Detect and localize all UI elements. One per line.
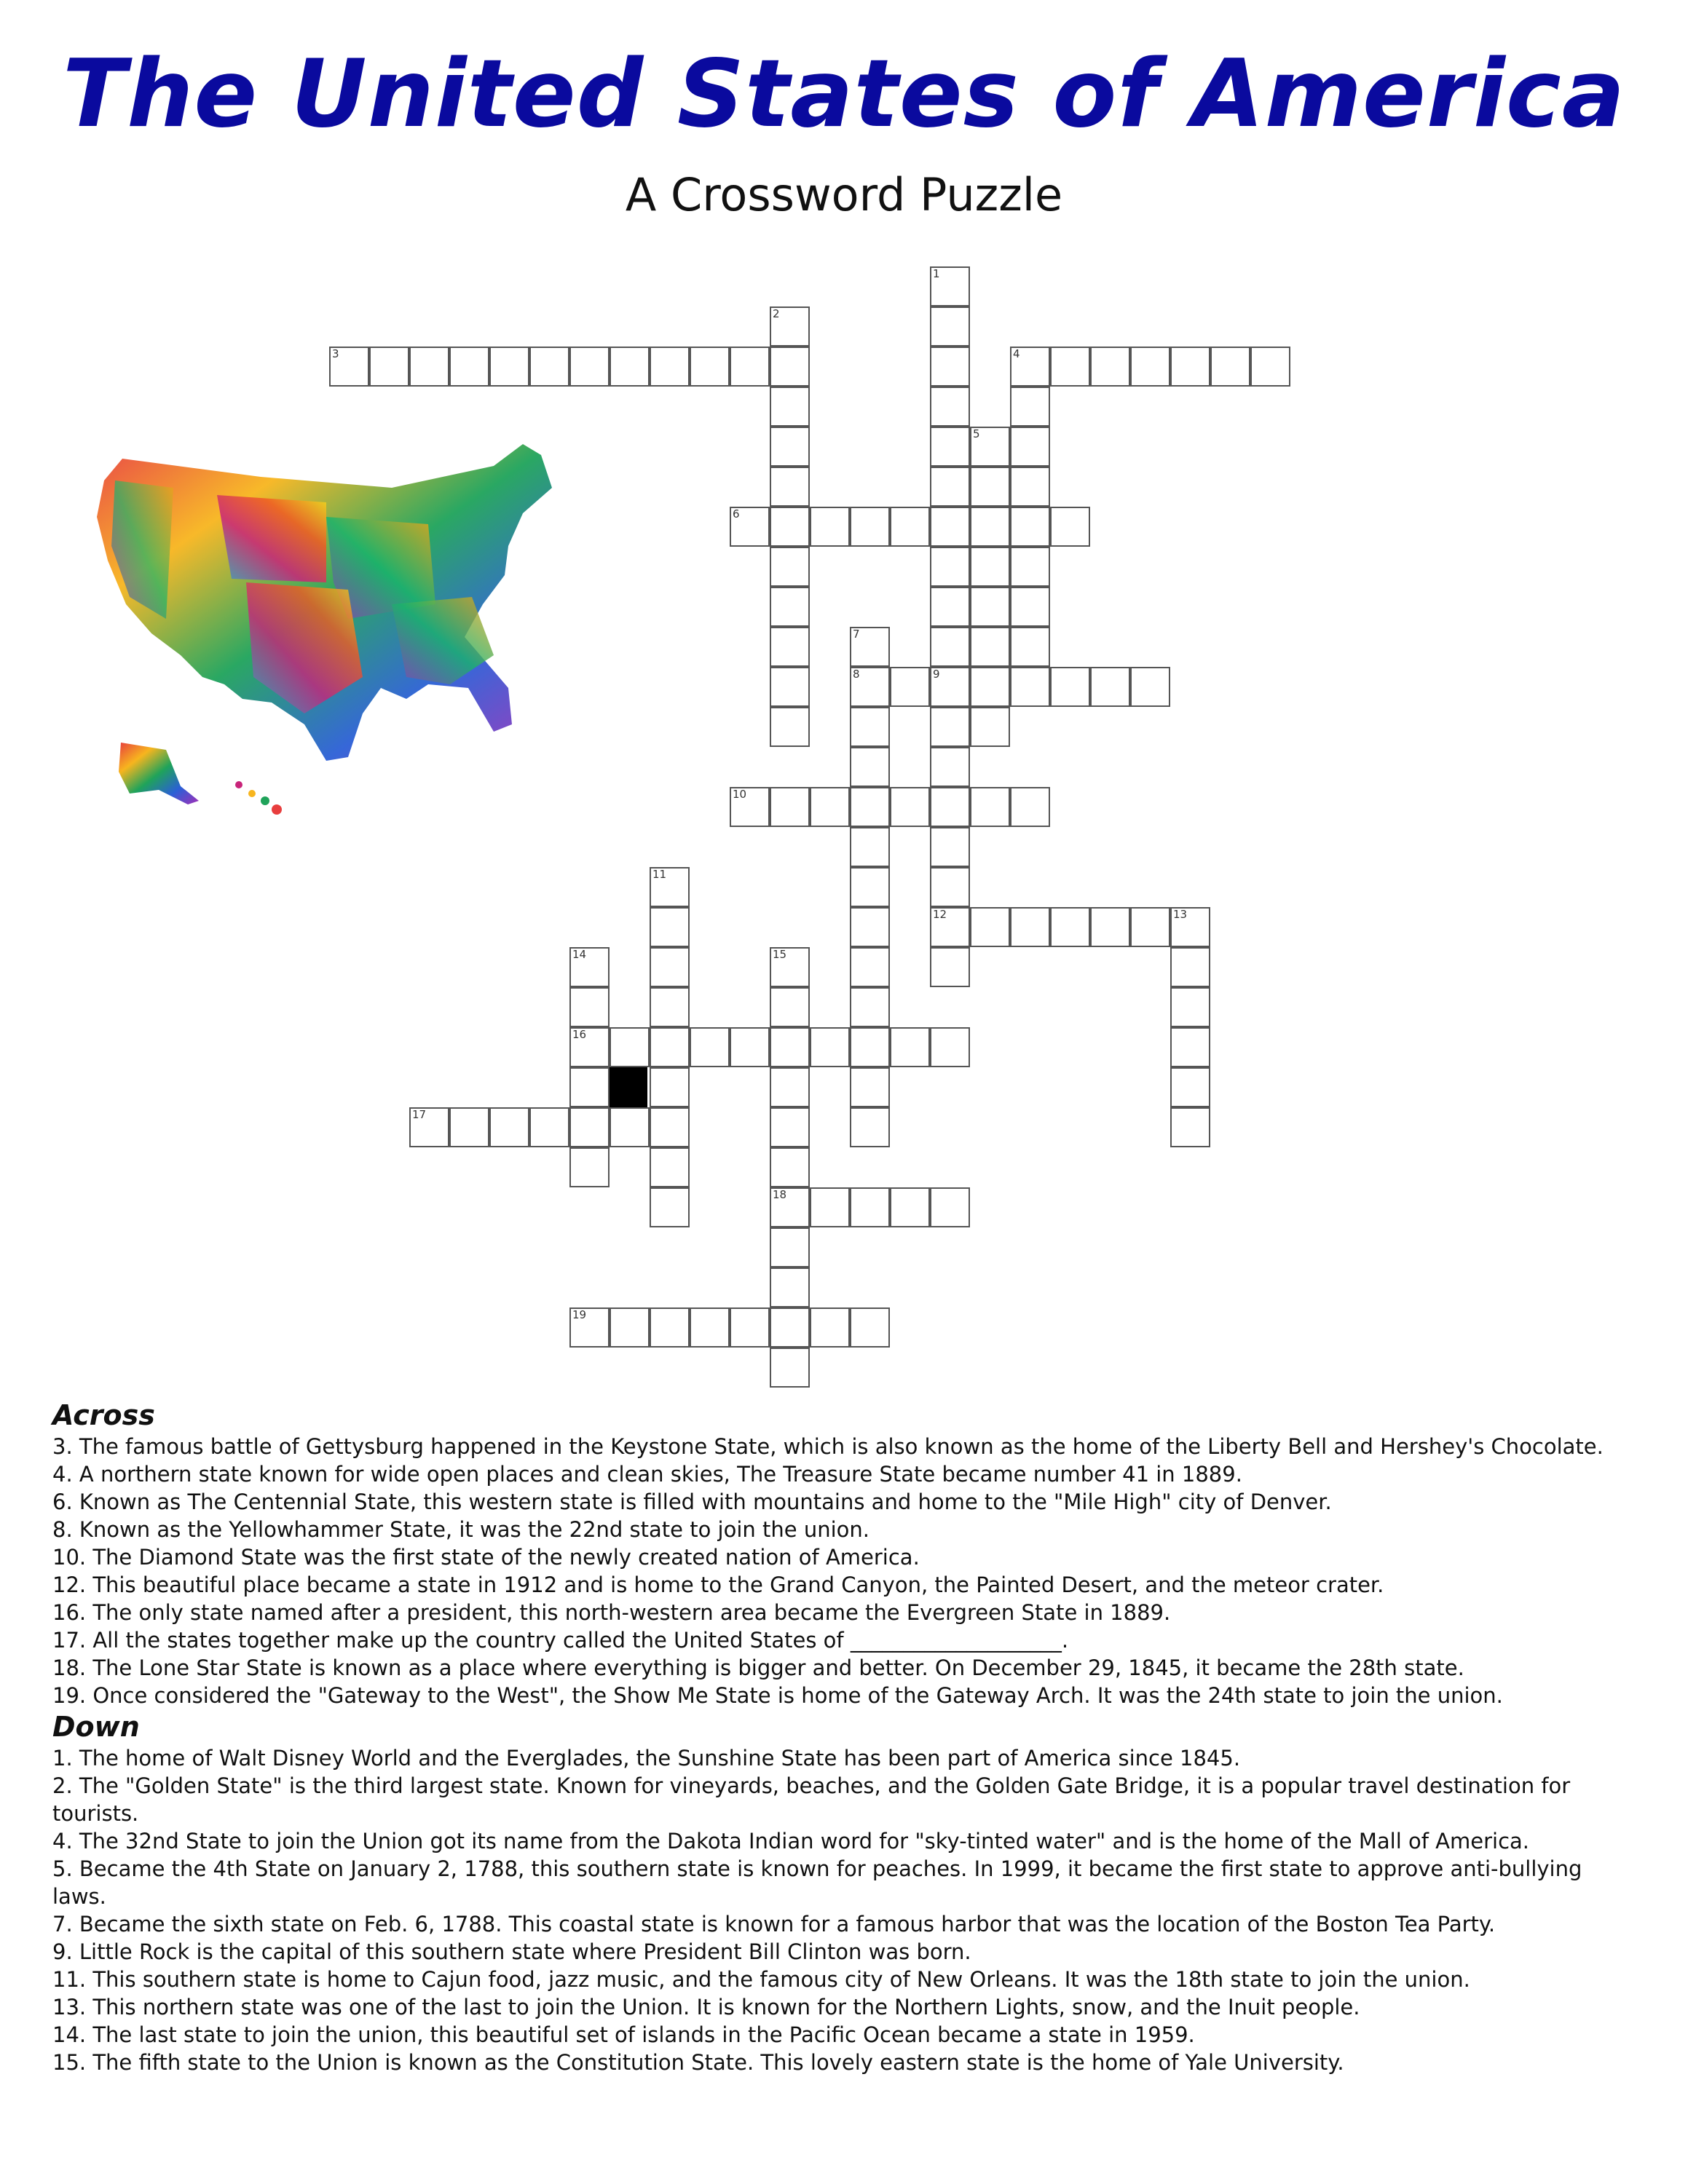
- grid-cell[interactable]: [850, 1307, 890, 1348]
- grid-cell[interactable]: [850, 907, 890, 947]
- grid-cell[interactable]: [890, 507, 930, 547]
- grid-cell[interactable]: [770, 347, 810, 387]
- clue-down: 9. Little Rock is the capital of this southern state where President Bill Clinton was born.: [52, 1939, 971, 1964]
- clue-across: 18. The Lone Star State is known as a place where everything is bigger and better. On December 29, 1845, it became the 28th state.: [52, 1655, 1464, 1680]
- grid-cell[interactable]: [569, 1027, 610, 1067]
- clue-list: [52, 1398, 1640, 2076]
- us-map-icon: [86, 437, 610, 844]
- grid-cell[interactable]: [770, 707, 810, 747]
- grid-cell[interactable]: [770, 1067, 810, 1107]
- clue-across: 12. This beautiful place became a state in 1912 and is home to the Grand Canyon, the Painted Desert, and the meteor crater.: [52, 1572, 1384, 1597]
- grid-cell[interactable]: [850, 747, 890, 787]
- grid-cell[interactable]: [730, 787, 770, 827]
- clue-number: 5: [973, 427, 980, 440]
- grid-cell[interactable]: [850, 507, 890, 547]
- clue-number: 14: [572, 948, 587, 961]
- clue-across: 4. A northern state known for wide open places and clean skies, The Treasure State became number 41 in 1889.: [52, 1462, 1242, 1487]
- grid-cell[interactable]: [1170, 987, 1210, 1027]
- grid-cell[interactable]: [650, 867, 690, 907]
- grid-cell[interactable]: [970, 707, 1010, 747]
- grid-cell[interactable]: [770, 1187, 810, 1227]
- grid-cell[interactable]: [850, 1027, 890, 1067]
- grid-cell[interactable]: [730, 507, 770, 547]
- grid-cell[interactable]: [1170, 907, 1210, 947]
- grid-cell[interactable]: [1090, 347, 1130, 387]
- grid-cell[interactable]: [930, 947, 970, 987]
- grid-cell[interactable]: [770, 1267, 810, 1307]
- grid-cell[interactable]: [810, 507, 850, 547]
- grid-cell[interactable]: [770, 1227, 810, 1267]
- clue-number: 3: [332, 347, 339, 360]
- grid-cell[interactable]: [930, 507, 970, 547]
- grid-cell[interactable]: [690, 1307, 730, 1348]
- clue-number: 8: [853, 668, 860, 681]
- grid-cell[interactable]: [930, 347, 970, 387]
- grid-cell[interactable]: [1130, 667, 1170, 707]
- clue-down: 15. The fifth state to the Union is known as the Constitution State. This lovely eastern state is the home of Yale University.: [52, 2050, 1344, 2075]
- grid-cell[interactable]: [890, 1187, 930, 1227]
- grid-cell[interactable]: [730, 1027, 770, 1067]
- grid-cell[interactable]: [770, 627, 810, 667]
- grid-cell[interactable]: [1010, 387, 1050, 427]
- clue-number: 1: [933, 267, 940, 280]
- grid-cell[interactable]: [970, 507, 1010, 547]
- grid-cell[interactable]: [970, 547, 1010, 587]
- page-subtitle: A Crossword Puzzle: [625, 168, 1063, 221]
- grid-cell[interactable]: [610, 1027, 650, 1067]
- grid-cell[interactable]: [850, 1107, 890, 1147]
- grid-cell[interactable]: [650, 987, 690, 1027]
- grid-cell[interactable]: [369, 347, 409, 387]
- grid-cell[interactable]: [569, 1067, 610, 1107]
- grid-cell[interactable]: [730, 347, 770, 387]
- grid-cell[interactable]: [930, 547, 970, 587]
- grid-cell[interactable]: [930, 467, 970, 507]
- clue-down: 7. Became the sixth state on Feb. 6, 1788. This coastal state is known for a famous harbor that was the location of the Boston Tea Party.: [52, 1912, 1496, 1936]
- grid-cell[interactable]: [930, 667, 970, 707]
- grid-cell[interactable]: [569, 1107, 610, 1147]
- clue-down: 13. This northern state was one of the last to join the Union. It is known for the Northern Lights, snow, and the Inuit people.: [52, 1995, 1360, 2019]
- grid-cell[interactable]: [449, 1107, 489, 1147]
- grid-cell[interactable]: [1010, 627, 1050, 667]
- grid-cell[interactable]: [1170, 1067, 1210, 1107]
- clue-across: 8. Known as the Yellowhammer State, it was the 22nd state to join the union.: [52, 1517, 869, 1542]
- grid-cell[interactable]: [930, 1027, 970, 1067]
- grid-cell[interactable]: [970, 667, 1010, 707]
- grid-cell[interactable]: [1170, 1027, 1210, 1067]
- grid-cell[interactable]: [850, 667, 890, 707]
- grid-cell[interactable]: [770, 467, 810, 507]
- grid-cell[interactable]: [930, 627, 970, 667]
- grid-cell[interactable]: [850, 1067, 890, 1107]
- grid-cell[interactable]: [610, 347, 650, 387]
- page-title: The United States of America: [62, 40, 1626, 149]
- grid-cell[interactable]: [930, 787, 970, 827]
- clue-number: 9: [933, 668, 940, 681]
- grid-cell[interactable]: [970, 907, 1010, 947]
- grid-cell[interactable]: [690, 1027, 730, 1067]
- grid-cell[interactable]: [489, 1107, 529, 1147]
- grid-cell[interactable]: [930, 827, 970, 867]
- grid-cell[interactable]: [850, 707, 890, 747]
- grid-cell[interactable]: [930, 387, 970, 427]
- grid-cell[interactable]: [850, 1187, 890, 1227]
- grid-cell[interactable]: [770, 547, 810, 587]
- grid-cell[interactable]: [890, 667, 930, 707]
- grid-cell[interactable]: [1090, 667, 1130, 707]
- grid-cell[interactable]: [1170, 1107, 1210, 1147]
- grid-cell[interactable]: [1050, 507, 1090, 547]
- clue-number: 4: [1013, 347, 1020, 360]
- grid-cell[interactable]: [1010, 347, 1050, 387]
- grid-cell[interactable]: [1090, 907, 1130, 947]
- grid-cell[interactable]: [850, 867, 890, 907]
- grid-cell[interactable]: [890, 1027, 930, 1067]
- grid-cell[interactable]: [650, 1147, 690, 1187]
- grid-cell[interactable]: [1010, 667, 1050, 707]
- grid-cell[interactable]: [970, 587, 1010, 627]
- grid-cell[interactable]: [1010, 587, 1050, 627]
- grid-cell[interactable]: [489, 347, 529, 387]
- grid-cell[interactable]: [650, 1027, 690, 1067]
- across-clues: [52, 1433, 1640, 1709]
- grid-cell[interactable]: [610, 1107, 650, 1147]
- grid-cell[interactable]: [650, 947, 690, 987]
- grid-cell[interactable]: [650, 1187, 690, 1227]
- grid-cell[interactable]: [810, 787, 850, 827]
- grid-cell[interactable]: [650, 1307, 690, 1348]
- grid-cell[interactable]: [650, 907, 690, 947]
- clue-number: 10: [733, 788, 747, 801]
- grid-cell[interactable]: [930, 1187, 970, 1227]
- clue-down: 11. This southern state is home to Cajun food, jazz music, and the famous city of New Orleans. It was the 18th state to join the union.: [52, 1967, 1470, 1992]
- grid-cell[interactable]: [1010, 547, 1050, 587]
- clue-number: 19: [572, 1308, 587, 1321]
- clue-number: 7: [853, 628, 860, 641]
- grid-cell[interactable]: [610, 1307, 650, 1348]
- grid-cell[interactable]: [850, 787, 890, 827]
- grid-cell[interactable]: [970, 627, 1010, 667]
- grid-cell[interactable]: [569, 1147, 610, 1187]
- grid-cell[interactable]: [569, 1307, 610, 1348]
- clue-number: 13: [1173, 908, 1188, 921]
- grid-cell[interactable]: [930, 907, 970, 947]
- grid-cell[interactable]: [810, 1187, 850, 1227]
- clue-down: 5. Became the 4th State on January 2, 1788, this southern state is known for peaches. In 1999, it became the first state to approve anti-bullying laws.: [52, 1856, 1582, 1909]
- grid-cell[interactable]: [930, 427, 970, 467]
- clue-across: 10. The Diamond State was the first state of the newly created nation of America.: [52, 1545, 920, 1570]
- grid-cell[interactable]: [770, 947, 810, 987]
- grid-cell[interactable]: [850, 627, 890, 667]
- grid-cell[interactable]: [970, 427, 1010, 467]
- clue-down: 4. The 32nd State to join the Union got its name from the Dakota Indian word for "sky-tinted water" and is the home of the Mall of America.: [52, 1829, 1530, 1853]
- down-heading: Down: [52, 1711, 140, 1743]
- clue-across: 19. Once considered the "Gateway to the West", the Show Me State is home of the Gateway Arch. It was the 24th state to join the union.: [52, 1683, 1503, 1708]
- grid-cell[interactable]: [930, 266, 970, 306]
- grid-cell[interactable]: [409, 347, 449, 387]
- clue-across: 16. The only state named after a president, this north-western area became the Evergreen State in 1889.: [52, 1600, 1171, 1625]
- grid-cell[interactable]: [770, 667, 810, 707]
- clue-across: 17. All the states together make up the country called the United States of ____________________.: [52, 1628, 1069, 1653]
- grid-cell[interactable]: [1250, 347, 1290, 387]
- clue-down: 14. The last state to join the union, this beautiful set of islands in the Pacific Ocean became a state in 1959.: [52, 2022, 1195, 2047]
- grid-cell[interactable]: [770, 1147, 810, 1187]
- grid-cell[interactable]: [569, 347, 610, 387]
- grid-cell[interactable]: [449, 347, 489, 387]
- clue-number: 2: [773, 307, 780, 320]
- grid-cell[interactable]: [1010, 507, 1050, 547]
- grid-cell[interactable]: [930, 747, 970, 787]
- grid-cell[interactable]: [1170, 947, 1210, 987]
- clue-number: 16: [572, 1028, 587, 1041]
- clue-number: 18: [773, 1188, 787, 1201]
- clue-number: 11: [652, 868, 667, 881]
- grid-cell[interactable]: [529, 347, 569, 387]
- grid-cell[interactable]: [1010, 787, 1050, 827]
- grid-cell[interactable]: [650, 1067, 690, 1107]
- grid-cell[interactable]: [1050, 667, 1090, 707]
- grid-cell[interactable]: [650, 347, 690, 387]
- grid-cell[interactable]: [1010, 427, 1050, 467]
- grid-cell[interactable]: [1050, 907, 1090, 947]
- grid-cell[interactable]: [770, 306, 810, 347]
- black-square: [610, 1067, 647, 1107]
- grid-cell[interactable]: [770, 787, 810, 827]
- down-clues: [52, 1744, 1640, 2076]
- grid-cell[interactable]: [1170, 347, 1210, 387]
- grid-cell[interactable]: [810, 1307, 850, 1348]
- clue-down: 2. The "Golden State" is the third largest state. Known for vineyards, beaches, and the Golden Gate Bridge, it is a popular travel destination for tourists.: [52, 1773, 1571, 1826]
- grid-cell[interactable]: [329, 347, 369, 387]
- grid-cell[interactable]: [690, 347, 730, 387]
- clue-down: 1. The home of Walt Disney World and the Everglades, the Sunshine State has been part of America since 1845.: [52, 1746, 1241, 1770]
- grid-cell[interactable]: [930, 587, 970, 627]
- grid-cell[interactable]: [1050, 347, 1090, 387]
- grid-cell[interactable]: [770, 1307, 810, 1348]
- clue-number: 15: [773, 948, 787, 961]
- grid-cell[interactable]: [810, 1027, 850, 1067]
- grid-cell[interactable]: [770, 587, 810, 627]
- grid-cell[interactable]: [770, 507, 810, 547]
- across-heading: Across: [52, 1399, 155, 1431]
- clue-number: 17: [412, 1108, 427, 1121]
- grid-cell[interactable]: [970, 467, 1010, 507]
- grid-cell[interactable]: [1130, 347, 1170, 387]
- grid-cell[interactable]: [850, 827, 890, 867]
- grid-cell[interactable]: [409, 1107, 449, 1147]
- grid-cell[interactable]: [770, 1348, 810, 1388]
- grid-cell[interactable]: [529, 1107, 569, 1147]
- grid-cell[interactable]: [770, 387, 810, 427]
- clue-number: 12: [933, 908, 947, 921]
- grid-cell[interactable]: [1010, 467, 1050, 507]
- grid-cell[interactable]: [890, 787, 930, 827]
- grid-cell[interactable]: [730, 1307, 770, 1348]
- grid-cell[interactable]: [850, 947, 890, 987]
- grid-cell[interactable]: [569, 947, 610, 987]
- clue-number: 6: [733, 507, 740, 521]
- grid-cell[interactable]: [930, 306, 970, 347]
- grid-cell[interactable]: [850, 987, 890, 1027]
- grid-cell[interactable]: [930, 867, 970, 907]
- grid-cell[interactable]: [930, 707, 970, 747]
- grid-cell[interactable]: [1130, 907, 1170, 947]
- grid-cell[interactable]: [770, 1107, 810, 1147]
- grid-cell[interactable]: [770, 987, 810, 1027]
- grid-cell[interactable]: [569, 987, 610, 1027]
- grid-cell[interactable]: [1210, 347, 1250, 387]
- grid-cell[interactable]: [770, 1027, 810, 1067]
- grid-cell[interactable]: [970, 787, 1010, 827]
- grid-cell[interactable]: [770, 427, 810, 467]
- grid-cell[interactable]: [1010, 907, 1050, 947]
- clue-across: 6. Known as The Centennial State, this western state is filled with mountains and home to the "Mile High" city of Denver.: [52, 1489, 1332, 1514]
- clue-across: 3. The famous battle of Gettysburg happened in the Keystone State, which is also known as the home of the Liberty Bell and Hershey's Chocolate.: [52, 1434, 1604, 1459]
- grid-cell[interactable]: [650, 1107, 690, 1147]
